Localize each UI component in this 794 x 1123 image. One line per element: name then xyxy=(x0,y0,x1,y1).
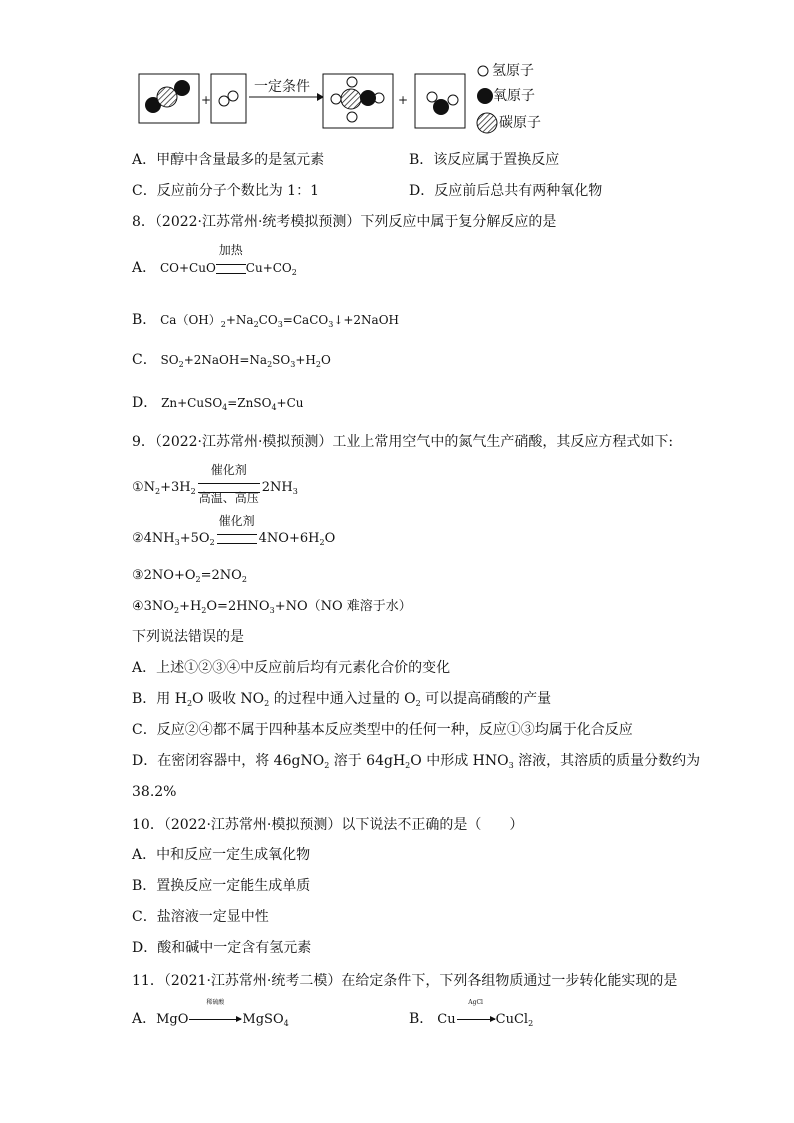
legend-carbon-icon xyxy=(477,113,497,133)
heat-condition-equals: 加热 xyxy=(216,258,246,278)
q9-option-c[interactable]: C．反应②④都不属于四种基本反应类型中的任何一种，反应①③均属于化合反应 xyxy=(132,722,633,738)
q9-option-d-continued: 38.2% xyxy=(132,784,177,800)
q9-reaction-1: $①N_2+3H_2$ 催化剂 高温、高压 $2NH_3$ xyxy=(132,463,298,505)
q9-reaction-3: $③2NO+O_2=2NO_2$ xyxy=(132,568,247,584)
q9-option-a[interactable]: A．上述①②③④中反应前后均有元素化合价的变化 xyxy=(132,660,451,676)
q10-option-c[interactable]: C．盐溶液一定显中性 xyxy=(132,909,269,925)
carbon-atom xyxy=(341,89,361,109)
arrow-condition-agcl: AgCl xyxy=(457,1009,495,1029)
q10-option-a[interactable]: A．中和反应一定生成氧化物 xyxy=(132,847,311,863)
q7-option-b[interactable]: B．该反应属于置换反应 xyxy=(409,152,560,168)
hydrogen-atom xyxy=(347,77,357,87)
q7-option-d[interactable]: D．反应前后总共有两种氧化物 xyxy=(409,183,603,199)
reaction-diagram xyxy=(130,60,550,140)
q9-reaction-2: $②4NH_3+5O_2$ 催化剂 $4NO+6H_2O$ xyxy=(132,514,336,547)
hydrogen-atom xyxy=(228,91,238,101)
hydrogen-atom xyxy=(448,95,458,105)
q9-option-b[interactable]: B．用 $H_2O$ 吸收 $NO_2$ 的过程中通入过量的 $O_2$ 可以提高硝酸的产量 xyxy=(132,691,552,708)
legend-hydrogen-icon xyxy=(478,66,488,76)
catalyst-condition-equals: 催化剂 高温、高压 xyxy=(198,463,259,505)
q9-stem: 9．（2022·江苏常州·模拟预测）工业上常用空气中的氮气生产硝酸，其反应方程式如下: xyxy=(132,434,674,450)
legend-hydrogen-label: 氢原子 xyxy=(492,63,534,79)
q8-option-d[interactable]: D． Zn+CuSO$_4$=ZnSO$_4$+Cu xyxy=(132,395,304,412)
q7-option-c[interactable]: C．反应前分子个数比为 1：1 xyxy=(132,183,319,199)
q9-option-d[interactable]: D．在密闭容器中，将 46gNO$_2$ 溶于 $64gH_2O$ 中形成 $HNO_3$ 溶液，其溶质的质量分数约为 xyxy=(132,753,701,770)
q8-option-a[interactable]: A． CO+CuO 加热 $Cu+CO_2$ xyxy=(132,243,297,277)
plus-sign-1: + xyxy=(201,93,212,107)
q10-option-b[interactable]: B．置换反应一定能生成单质 xyxy=(132,878,311,894)
q9-ask: 下列说法错误的是 xyxy=(132,629,244,645)
legend-oxygen-label: 氧原子 xyxy=(493,88,535,104)
oxygen-atom xyxy=(433,99,449,115)
q8-option-b[interactable]: B． $Ca(OH)_2+Na_2CO_3=CaCO_3↓+2NaOH$ xyxy=(132,312,400,329)
q11-stem: 11．（2021·江苏常州·统考二模）在给定条件下，下列各组物质通过一步转化能实现的是 xyxy=(132,973,678,989)
q8-option-c[interactable]: C． $SO_2+2NaOH=Na_2SO_3+H_2O$ xyxy=(132,352,331,369)
hydrogen-atom xyxy=(219,96,229,106)
q10-option-d[interactable]: D．酸和碱中一定含有氢元素 xyxy=(132,940,312,956)
q7-option-a[interactable]: A．甲醇中含量最多的是氢元素 xyxy=(132,152,325,168)
hydrogen-atom xyxy=(347,112,357,122)
arrow-condition-sulfuric-acid: 稀硫酸 xyxy=(189,1009,241,1029)
oxygen-atom xyxy=(360,90,376,106)
legend-carbon-label: 碳原子 xyxy=(499,115,541,131)
q11-option-a[interactable]: A．MgO 稀硫酸 MgSO$_4$ xyxy=(132,999,289,1028)
legend-oxygen-icon xyxy=(477,88,493,104)
q9-reaction-4: $④3NO_2+H_2O=2HNO_3+NO(NO$ 难溶于水） xyxy=(132,599,412,615)
q10-stem: 10．（2022·江苏常州·模拟预测）以下说法不正确的是（ ） xyxy=(132,817,524,833)
hydrogen-atom xyxy=(427,92,437,102)
q8-stem: 8．（2022·江苏常州·统考模拟预测）下列反应中属于复分解反应的是 xyxy=(132,214,557,230)
plus-sign-2: + xyxy=(398,93,409,107)
carbon-atom xyxy=(157,87,177,107)
reaction-condition: 一定条件 xyxy=(254,79,310,95)
hydrogen-atom xyxy=(331,94,341,104)
q11-option-b[interactable]: B． Cu AgCl CuCl$_2$ xyxy=(409,999,534,1028)
catalyst-condition-equals: 催化剂 xyxy=(217,529,257,549)
